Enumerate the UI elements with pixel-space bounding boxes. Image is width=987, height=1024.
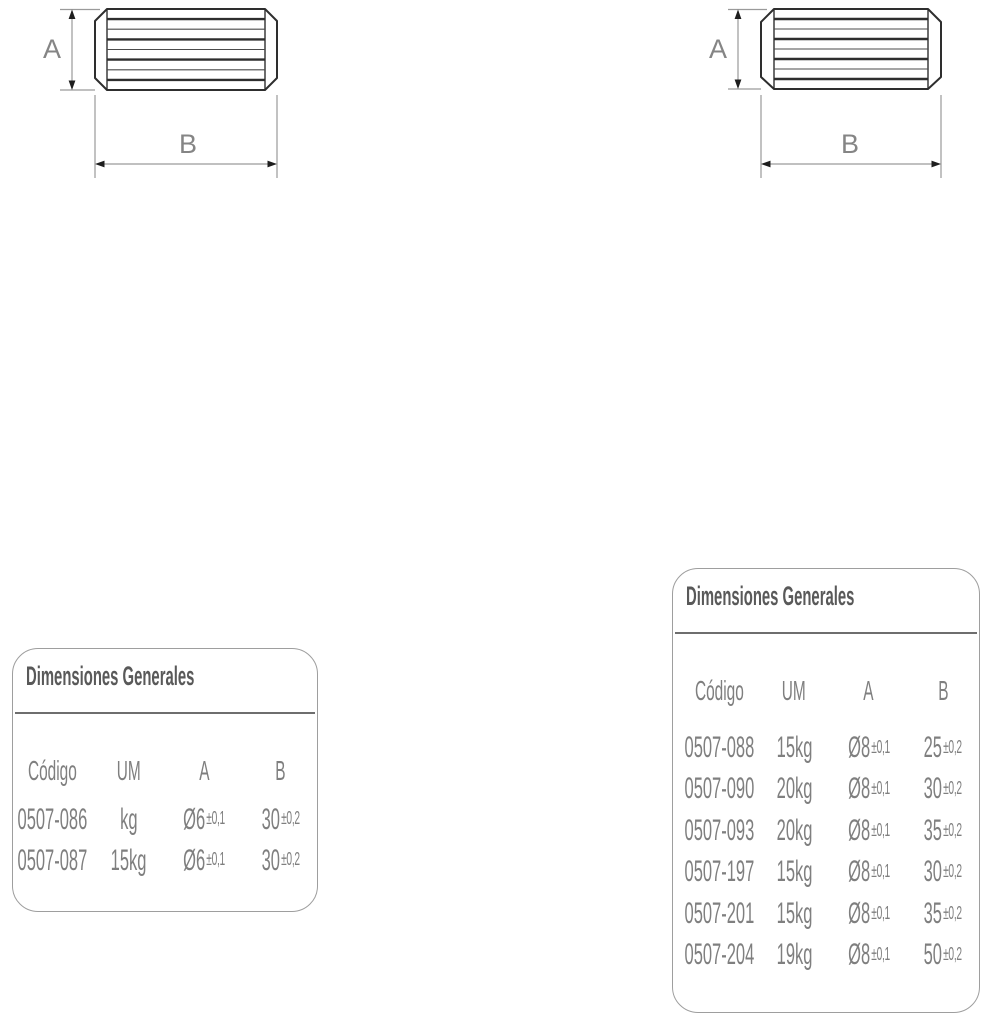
b-tolerance: ±0,2	[943, 818, 963, 840]
dimension-b	[761, 95, 941, 178]
b-tolerance: ±0,2	[280, 848, 300, 870]
header-codigo: Código	[695, 675, 745, 706]
a-value-cell	[165, 844, 244, 878]
header-um: UM	[782, 675, 807, 706]
arrow-up-icon	[735, 10, 742, 20]
table-row	[681, 810, 979, 852]
table-row	[681, 852, 979, 894]
a-tolerance: ±0,1	[870, 901, 890, 923]
dowel-drawing-right	[695, 0, 955, 185]
table-body	[13, 799, 317, 881]
a-value-cell	[830, 731, 907, 765]
b-value-cell	[907, 772, 979, 806]
table-row	[681, 935, 979, 977]
title-divider	[15, 712, 315, 714]
codigo-cell: 0507-086	[17, 802, 88, 836]
codigo-cell: 0507-088	[684, 730, 755, 764]
b-tolerance: ±0,2	[943, 943, 963, 965]
title-divider	[675, 632, 977, 634]
b-value-cell	[907, 731, 979, 765]
um-cell: 15kg	[776, 855, 813, 889]
a-value-cell	[165, 803, 244, 837]
a-value-cell	[830, 814, 907, 848]
b-value-cell	[244, 844, 317, 878]
dowel-drawing-svg	[695, 0, 955, 185]
a-tolerance: ±0,1	[206, 807, 226, 829]
codigo-cell: 0507-201	[684, 896, 755, 930]
dimension-b-label: B	[841, 129, 860, 159]
arrow-right-icon	[268, 161, 278, 168]
a-value: Ø8	[847, 896, 870, 930]
header-codigo: Código	[28, 755, 77, 786]
a-tolerance: ±0,1	[870, 735, 890, 757]
a-tolerance: ±0,1	[870, 943, 890, 965]
b-tolerance: ±0,2	[943, 735, 963, 757]
a-value-cell	[830, 772, 907, 806]
dimension-b-label: B	[179, 129, 198, 159]
b-value: 35	[924, 813, 943, 847]
b-value: 35	[924, 896, 943, 930]
arrow-down-icon	[735, 80, 742, 90]
b-value: 25	[924, 730, 943, 764]
dowel-drawing-svg	[30, 0, 290, 185]
b-value: 30	[924, 772, 943, 806]
a-tolerance: ±0,1	[870, 777, 890, 799]
b-value: 30	[261, 843, 280, 877]
b-tolerance: ±0,2	[943, 901, 963, 923]
b-tolerance: ±0,2	[280, 807, 300, 829]
table-row	[681, 893, 979, 935]
a-value: Ø8	[847, 855, 870, 889]
flute-lines	[774, 19, 928, 79]
um-cell: 15kg	[776, 896, 813, 930]
dowel-drawing-left	[30, 0, 290, 185]
dimension-a-label: A	[709, 34, 728, 64]
arrow-left-icon	[95, 161, 105, 168]
a-value: Ø8	[847, 772, 870, 806]
b-value-cell	[907, 814, 979, 848]
a-value-cell	[830, 855, 907, 889]
a-value: Ø8	[847, 938, 870, 972]
codigo-cell: 0507-093	[684, 813, 755, 847]
panel-title: Dimensiones Generales	[26, 661, 195, 691]
header-um: UM	[116, 755, 141, 786]
a-value: Ø6	[183, 843, 206, 877]
um-cell: 15kg	[776, 730, 813, 764]
b-value-cell	[907, 938, 979, 972]
b-tolerance: ±0,2	[943, 860, 963, 882]
a-value-cell	[830, 938, 907, 972]
arrow-up-icon	[69, 10, 76, 20]
a-tolerance: ±0,1	[870, 860, 890, 882]
um-cell: 20kg	[776, 772, 813, 806]
panel-title: Dimensiones Generales	[686, 581, 855, 611]
arrow-right-icon	[932, 161, 942, 168]
codigo-cell: 0507-090	[684, 772, 755, 806]
dimension-a	[709, 10, 767, 90]
arrow-left-icon	[761, 161, 771, 168]
b-value: 30	[924, 855, 943, 889]
um-cell: 20kg	[776, 813, 813, 847]
um-cell: 19kg	[776, 938, 813, 972]
table-row	[13, 840, 317, 881]
b-tolerance: ±0,2	[943, 777, 963, 799]
header-a: A	[199, 755, 210, 786]
a-value: Ø8	[847, 730, 870, 764]
table-row	[13, 799, 317, 840]
b-value-cell	[907, 855, 979, 889]
b-value-cell	[244, 803, 317, 837]
arrow-down-icon	[69, 81, 76, 91]
um-cell: kg	[119, 802, 138, 836]
header-b: B	[275, 755, 286, 786]
table-header-row	[673, 669, 979, 713]
b-value: 30	[261, 802, 280, 836]
table-body	[673, 727, 979, 976]
a-value-cell	[830, 897, 907, 931]
a-tolerance: ±0,1	[870, 818, 890, 840]
a-tolerance: ±0,1	[206, 848, 226, 870]
general-dimensions-panel-left	[12, 648, 318, 912]
table-row	[681, 769, 979, 811]
table-header-row	[13, 749, 317, 793]
codigo-cell: 0507-197	[684, 855, 755, 889]
header-a: A	[863, 675, 874, 706]
b-value-cell	[907, 897, 979, 931]
um-cell: 15kg	[110, 843, 147, 877]
dimension-b	[95, 95, 277, 178]
codigo-cell: 0507-087	[17, 843, 88, 877]
dimension-a-label: A	[43, 34, 62, 64]
a-value: Ø6	[183, 802, 206, 836]
flute-lines	[107, 19, 265, 80]
general-dimensions-panel-right	[672, 568, 980, 1013]
dimension-a	[43, 10, 100, 91]
table-row	[681, 727, 979, 769]
b-value: 50	[924, 938, 943, 972]
header-b: B	[938, 675, 949, 706]
a-value: Ø8	[847, 813, 870, 847]
codigo-cell: 0507-204	[684, 938, 755, 972]
